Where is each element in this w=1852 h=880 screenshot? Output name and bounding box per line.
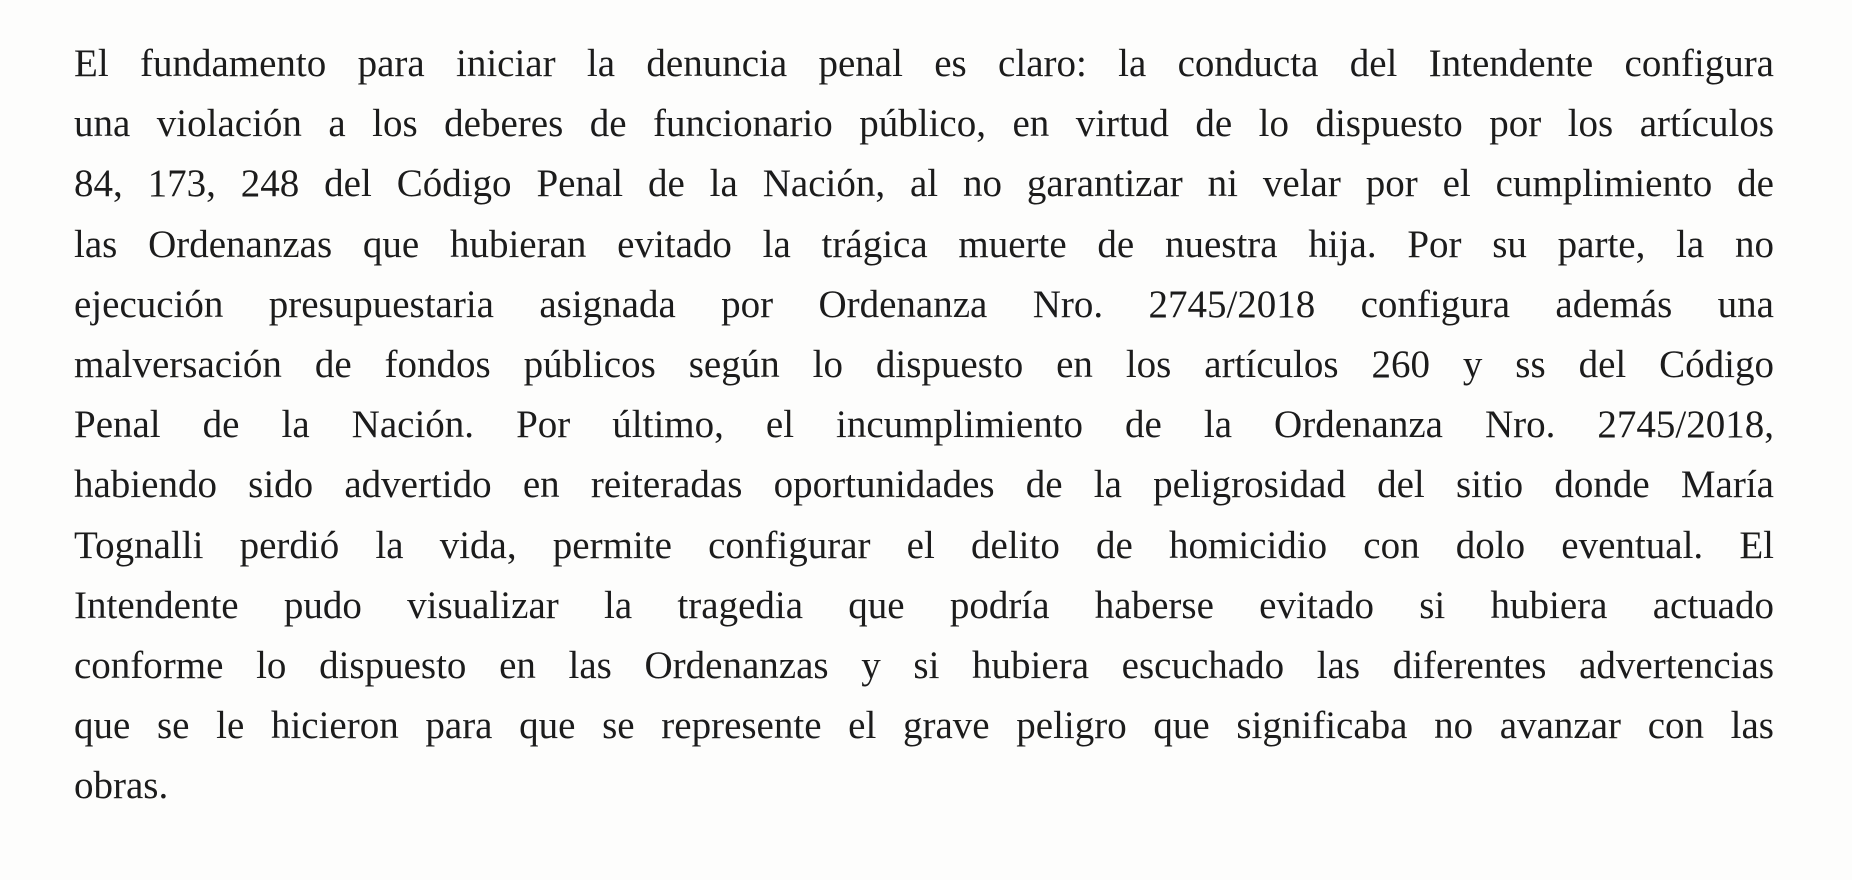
text-line-2: una violación a los deberes de funcionario público, en virtud de lo dispuesto por los artículos: [74, 102, 1774, 146]
text-line-9: Tognalli perdió la vida, permite configurar el delito de homicidio con dolo eventual. El: [74, 523, 1774, 567]
text-line-6: malversación de fondos públicos según lo dispuesto en los artículos 260 y ss del Código: [74, 342, 1774, 386]
text-line-12: que se le hicieron para que se represente el grave peligro que significaba no avanzar con las: [74, 704, 1774, 748]
text-line-8: habiendo sido advertido en reiteradas oportunidades de la peligrosidad del sitio donde María: [74, 463, 1774, 507]
text-line-1: El fundamento para iniciar la denuncia penal es claro: la conducta del Intendente configura: [74, 42, 1774, 85]
text-line-13: obras.: [74, 764, 169, 808]
body-paragraph: [74, 34, 1774, 816]
text-line-5: ejecución presupuestaria asignada por Ordenanza Nro. 2745/2018 configura además una: [74, 282, 1774, 326]
text-line-11: conforme lo dispuesto en las Ordenanzas y si hubiera escuchado las diferentes advertencias: [74, 643, 1774, 687]
text-line-4: las Ordenanzas que hubieran evitado la trágica muerte de nuestra hija. Por su parte, la no: [74, 222, 1774, 266]
text-line-3: 84, 173, 248 del Código Penal de la Nación, al no garantizar ni velar por el cumplimiento de: [74, 162, 1774, 206]
text-line-7: Penal de la Nación. Por último, el incumplimiento de la Ordenanza Nro. 2745/2018,: [74, 403, 1774, 447]
text-line-10: Intendente pudo visualizar la tragedia que podría haberse evitado si hubiera actuado: [74, 583, 1774, 627]
